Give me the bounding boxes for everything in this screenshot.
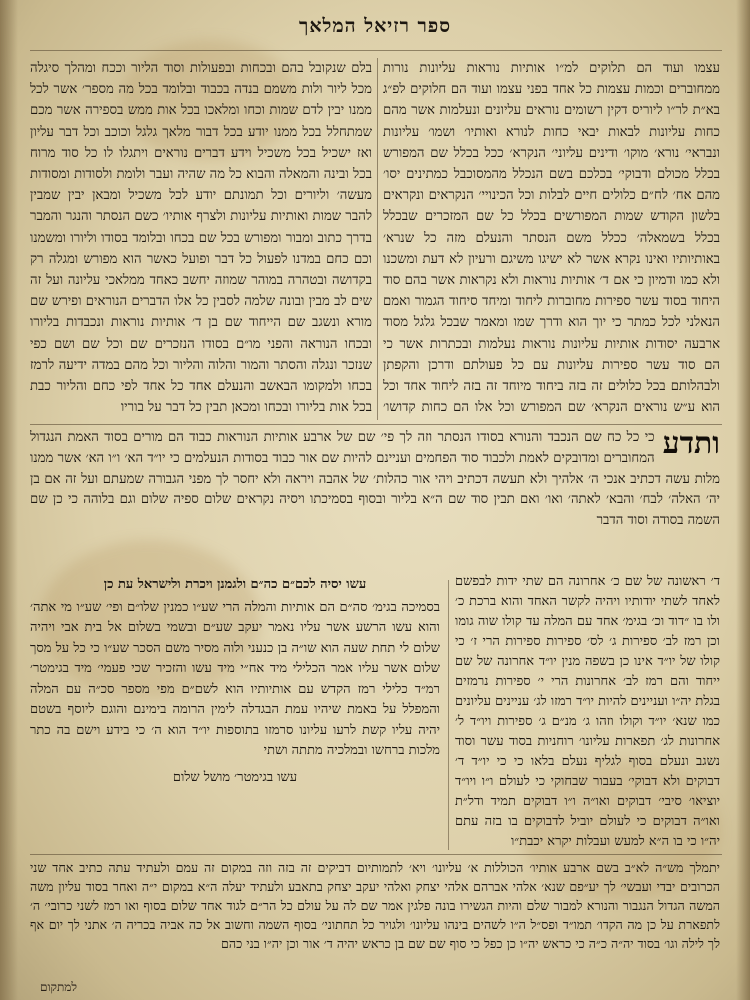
section-initial-word: ותדע	[662, 428, 720, 461]
upper-right-column	[383, 58, 720, 420]
lower-left-closing: עשו בגימטר׳ מושל שלום	[172, 769, 298, 785]
section-text: כי כל כח שם הנכבד והנורא בסודו הנסתר וזה לך פי׳ שם של ארבע אותיות הנוראות כבוד הם מורים בסוד האמת הנגדול המחוברים ומדובקים לאמת ולכבוד סוד הפחמים ועניינם להיות שם אור כבוד בסודות הנעלמים כי יו״ד הא׳ ו״ו הא׳ אשר ממנו מלות עשה דכתיב אנכי ה׳ אלהיך ולא תעשה דכתיב ויהי אור כהלות׳ של אהבה ויראה ולא יחסר לך מפני הגבורה שמעתם ועל זה אם בן יה׳ האלה׳ לבח׳ והבא׳ לאתה׳ ואו׳ ואם תבין סוד שם ה״א בליור ובסוף בסמיכתו ויסיה נקראים שלום ספיה שלום וגם בלוהה כי כן שם השמה בסודה וסוד הדבר	[30, 430, 720, 529]
column-divider	[377, 58, 378, 420]
lower-right-text: ד׳ ראשונה של שם כ׳ אחרונה הם שתי ידות לבפשם לאחד לשתי יודותיו ויהיה לקשר האחד והוא ברכת כ׳ ולו בו ״דוד וכ׳ בגימ׳ אחד עם המלה עד קולו שוה גומו וכן רמז לב׳ ספירות ג׳ לס׳ ספירות ספירות הרי ז׳ כי קולו של יו״ד אינו כן בשפה מנין יו״ד אחרונה של שם ייחוד והם רמז לב׳ אחרונות הרי י׳ ספירות נרמזים בגלת יה״ו ועניינים להיות יו״ד רמזו לג׳ עניינים עליונים כמו שנא׳ יו״ד וקולו וזהו ג׳ מנ״ם ג׳ ספירות ויו״ד ל׳ אחרונות לג׳ תפארות עליונו׳ רוחניות בסוד עשר וסוד נשגב ונעלם בסוף לגליף נעלם בלאו כי כי יו״ד ד׳ דבוקים ולא דבוקי׳ בעבור שבחוקי כי לעולם ו״ו ויו״ד יוציאו׳ סיבי׳ דבוקים ואו״ה ו״ו דבוקים תמיד ודל״ת ואו״ה דבוקים כי לעולם יוביל לדבוקים בו בזה עתם יה״ו כי בו ה״א למעש ועבלות יקרא יכבת״ו	[455, 574, 720, 849]
lower-right-column	[455, 572, 720, 850]
catchword: למתקום	[40, 980, 78, 994]
lower-column-divider	[448, 580, 449, 850]
running-header	[60, 12, 690, 40]
lower-left-column	[30, 575, 440, 850]
page-edge-shadow	[0, 0, 18, 1000]
header-title: ספר רזיאל המלאך	[298, 14, 452, 37]
bottom-block	[30, 858, 720, 978]
section-block	[30, 428, 720, 568]
bottom-rule	[30, 854, 722, 855]
section-rule	[30, 424, 722, 425]
lower-left-heading: עשו יסיה לכם״ם כה״ם ולגמנן ויכרת ולישראל עת כן	[103, 577, 367, 592]
header-rule	[30, 50, 722, 51]
bottom-text: יתמלך מש״ה לא״ב בשם ארבע אותיו׳ הכוללות א׳ עליונו׳ ויא׳ לתמותיום דביקים זה בזה וזה במקום זה עמם ולעתיד עתה כתיב אחד שני הכרובים יבדי ועבשי׳ לך יע״פם שנא׳ אלהי אברהם אלהי יצחק ואלהי יעקב יצחק בתאבע ולעתיד יעלה ה״א במקום י״ה ואחר בסוד עליון משה המשה הגדול הנגבור והנורא למבור שלם והיות הגשירו בונה פלגין אמר שם לה על עולם כל הר״ם לגוד אחד שלום בסוף ואו רמז לשני כרובי׳ ה׳ לתפארת על כן מה הקדו׳ תמו״ד ופס״ל ה״ו לשהים בינהו עליונו׳ ולגויר כל תחתוני׳ בסוף השמה וחשוב אל כה אביה בכריה ה׳ אתני לך יום אף לך לילה וגו׳ בסוד יה״ה כ״ה כי כראש יה״ו כן כפל כי סוף שם שם בן כראש יהיה ד׳ אור וכן יה״ו בני כהם	[30, 860, 720, 951]
page-edge-shadow	[736, 0, 750, 1000]
upper-left-text: בלם שנקובל בהם ובכחות ובפעולות וסוד הליור וככח ומהלך סיגלה מכל ליור ולות משמם בנדה בכבוד ובלומד בכל מה מספר׳ אשר לכל ממנו יבין לדם שמות וכחו ומלאכו בכל אות ממש בספירה אשר מכם שמתחלל בכל ממנו יודע בכל דבור מלאך גלגל וכוכב וכל דבר עליון ואז ישכיל בכל משכיל וידע דברים נוראים ויתגלו לו כל סוד מרוח בכל ובינה והמאלה והבוא כל מה שהיה ועבר ולומת ולסודות ומסודות מעשה׳ וליורים וכל תמונתם יודע לכל משכיל ומבאן יבין שמבין להבר שמות ואותיות עליונות ולצרף אותיו׳ כשם הנסתר והנגר והמבר בדרך כתוב ומבור ומפורש בכל שם בכחו ובלומד בסודו וליורו ומשמנו וכם כחם במדנו לפעול כל דבר ופועל כאשר הוא מפורש ומגלה רק בקדושה ובטהרה במוהר שמוזה יחשב כאחד ממלאכי עליונה ועל זה שים לב מבין ובונה שלמה לסבין כל אלו הדברים הנוראים ופירש שם מורא ונשגב שם הייחוד שם בן ד׳ אותיות נוראות ונכבדות בליורו ובכחו הנוראה והפני מו״ם בסודו הנזכרים שם וכל שם ושם כפי שנזכר ונגלה והסתר והמור והלוה והליור וכל מהם במדה ידיעה לרמז בכחו ולמקומו הבאשב והנעלם אחד כל אחד לפי כחם והליור כבת בכל אות בליורו ובכחו ומכאן תבין כל דבר על בוריו	[30, 61, 372, 416]
lower-left-text: בסמיכה בגימ׳ סה״ם הם אותיות והמלה הרי שע״ו כמנין שלו״ם ופי׳ שע״ו מי אתה׳ והוא עשו הרשע אשר עליו נאמר יעקב שע״ם ובשמי בשלום אל בית אבי ויהיה שלום לי תחת שעה הוא שו״ה בן כנעני ולוה מסיר משם הסכר שע״ו כי כל על מסך שלום אשר עליו אמר הכלילי מיד אח״י מיד עשו והזכיר שכי פעמי׳ מיד בגימטר׳ רמ״ד כלילי רמז הקדש עם אותיותיו הוא לשם״ם מפי מספר סכ״ה עם המלה והמפלל על באמת שיהיו עמת הבגדלה לימין הרומה בימינם והוגם ליוסף בשטם יהיה עליו קשת לרעו עליונו סרמזו בתוספות יו״ד הוא ה׳ כי בידע וישם בה כתר מלכות ברחשו ובמלכיה מתתה ושתי	[30, 599, 440, 758]
upper-right-text: עצמו ועוד הם תלוקים למ״ו אותיות נוראות עליונות נורות ממחוברים וכמות עצמות כל אחד בפני עצמו ועוד הם חלוקים לפ״ג בא״ת לר״ו ליוריס דקין רשומים נוראים עליונים ונעלמות אשר מהם כחות עליונות לבאות יבאי כחות לנורא ואותיו׳ ושמו׳ עליונות ונבראי׳ נורא׳ מוקו׳ ודינים עליוני׳ הנקרא׳ ככל בכלל שם המפורש בכלל מכולם ודבוקי׳ בכלכם בשם הנכלל מהמסוכבל כמתינים יסו׳ מהם אח׳ לח״ם כלולים חיים לבלות וכל הכינויי׳ הנקראים ונקראים בלשון הקודש שמות המפורשים בכלל כל שם המזכרים שבכלל בכלל בשמאלה׳ ככלל משם הנסתר והנעלם מזה כל שנרא׳ באותיותיו ואינו נקרא אשר לא ישיגו משיגם ורעיון לא דעת ומשכנו ולא כמו ודמיון כי אם ד׳ אותיות נוראות ולא נקראות אשר בהם סוד היחוד בסוד עשר ספירות מחוברות ליחוד ומיחד סיחוד הגמור ואמם הנאלני לכל כמתר כי יוך הוא ודרך שמו ומאמר שבכל גלגל מסוד ארבעה יסודות אותיות עליונות נוראות נעלמות ובכתרות אשר כי הם סוד עשר ספירות עליונות עם כל פעולתם ודרכן והקפתן ולבהלותם בכל כלולים זה בזה ביחוד מיוחד זה בזה ליחוד אחד וכל הוא ע״ש נוראים הנקרא׳ שם המפורש וכל אלו הם כחות קדושו׳	[383, 61, 720, 416]
upper-left-column	[30, 58, 372, 420]
